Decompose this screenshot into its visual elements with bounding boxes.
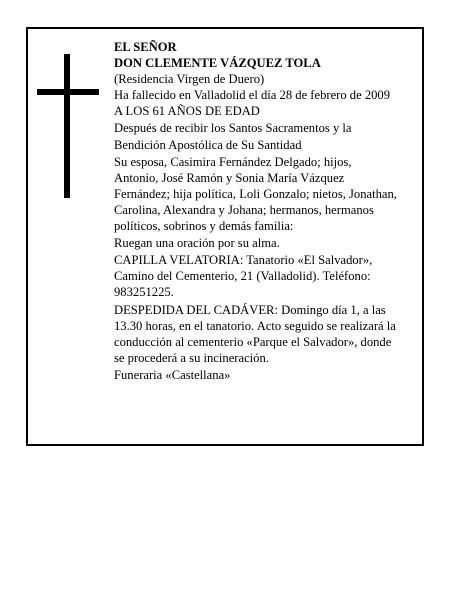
chapel-paragraph: [114, 252, 420, 300]
farewell-line: DESPEDIDA DEL CADÁVER: Domingo día 1, a las: [114, 302, 386, 317]
cross-vertical-bar: [64, 54, 70, 198]
farewell-line: se procederá a su incineración.: [114, 350, 269, 365]
funeral-home-line: Funeraria «Castellana»: [114, 367, 231, 382]
cross-icon: [37, 54, 99, 198]
notice-title: EL SEÑOR: [114, 40, 177, 54]
family-paragraph: [114, 154, 420, 234]
family-line: políticos, sobrinos y demás familia:: [114, 219, 294, 234]
death-line: Ha fallecido en Valladolid el día 28 de febrero de 2009: [114, 88, 391, 103]
residence-line: (Residencia Virgen de Duero): [114, 72, 265, 87]
deceased-name: DON CLEMENTE VÁZQUEZ TOLA: [114, 56, 321, 71]
chapel-line: CAPILLA VELATORIA: Tanatorio «El Salvador»,: [114, 253, 373, 268]
obituary-text: [114, 39, 420, 383]
sacraments-paragraph: [114, 120, 420, 152]
chapel-line: Camino del Cementerio, 21 (Valladolid). Teléfono:: [114, 269, 371, 284]
sacraments-line: Después de recibir los Santos Sacramentos y la: [114, 121, 352, 136]
family-line: Antonio, José Ramón y Sonia María Vázquez: [114, 170, 345, 185]
farewell-line: 13.30 horas, en el tanatorio. Acto seguido se realizará la: [114, 318, 396, 333]
farewell-paragraph: [114, 302, 420, 366]
age-line: A LOS 61 AÑOS DE EDAD: [114, 104, 260, 119]
family-line: Carolina, Alexandra y Johana; hermanos, hermanos: [114, 202, 374, 217]
family-line: Su esposa, Casimira Fernández Delgado; hijos,: [114, 154, 352, 169]
chapel-line: 983251225.: [114, 285, 174, 300]
funeral-home-paragraph: [114, 367, 420, 383]
sacraments-line: Bendición Apostólica de Su Santidad: [114, 137, 302, 152]
farewell-line: conducción al cementerio «Parque el Salvador», donde: [114, 334, 392, 349]
family-line: Fernández; hija política, Loli Gonzalo; nietos, Jonathan,: [114, 186, 397, 201]
cross-horizontal-bar: [37, 89, 99, 95]
prayer-paragraph: [114, 235, 420, 251]
prayer-line: Ruegan una oración por su alma.: [114, 236, 280, 251]
